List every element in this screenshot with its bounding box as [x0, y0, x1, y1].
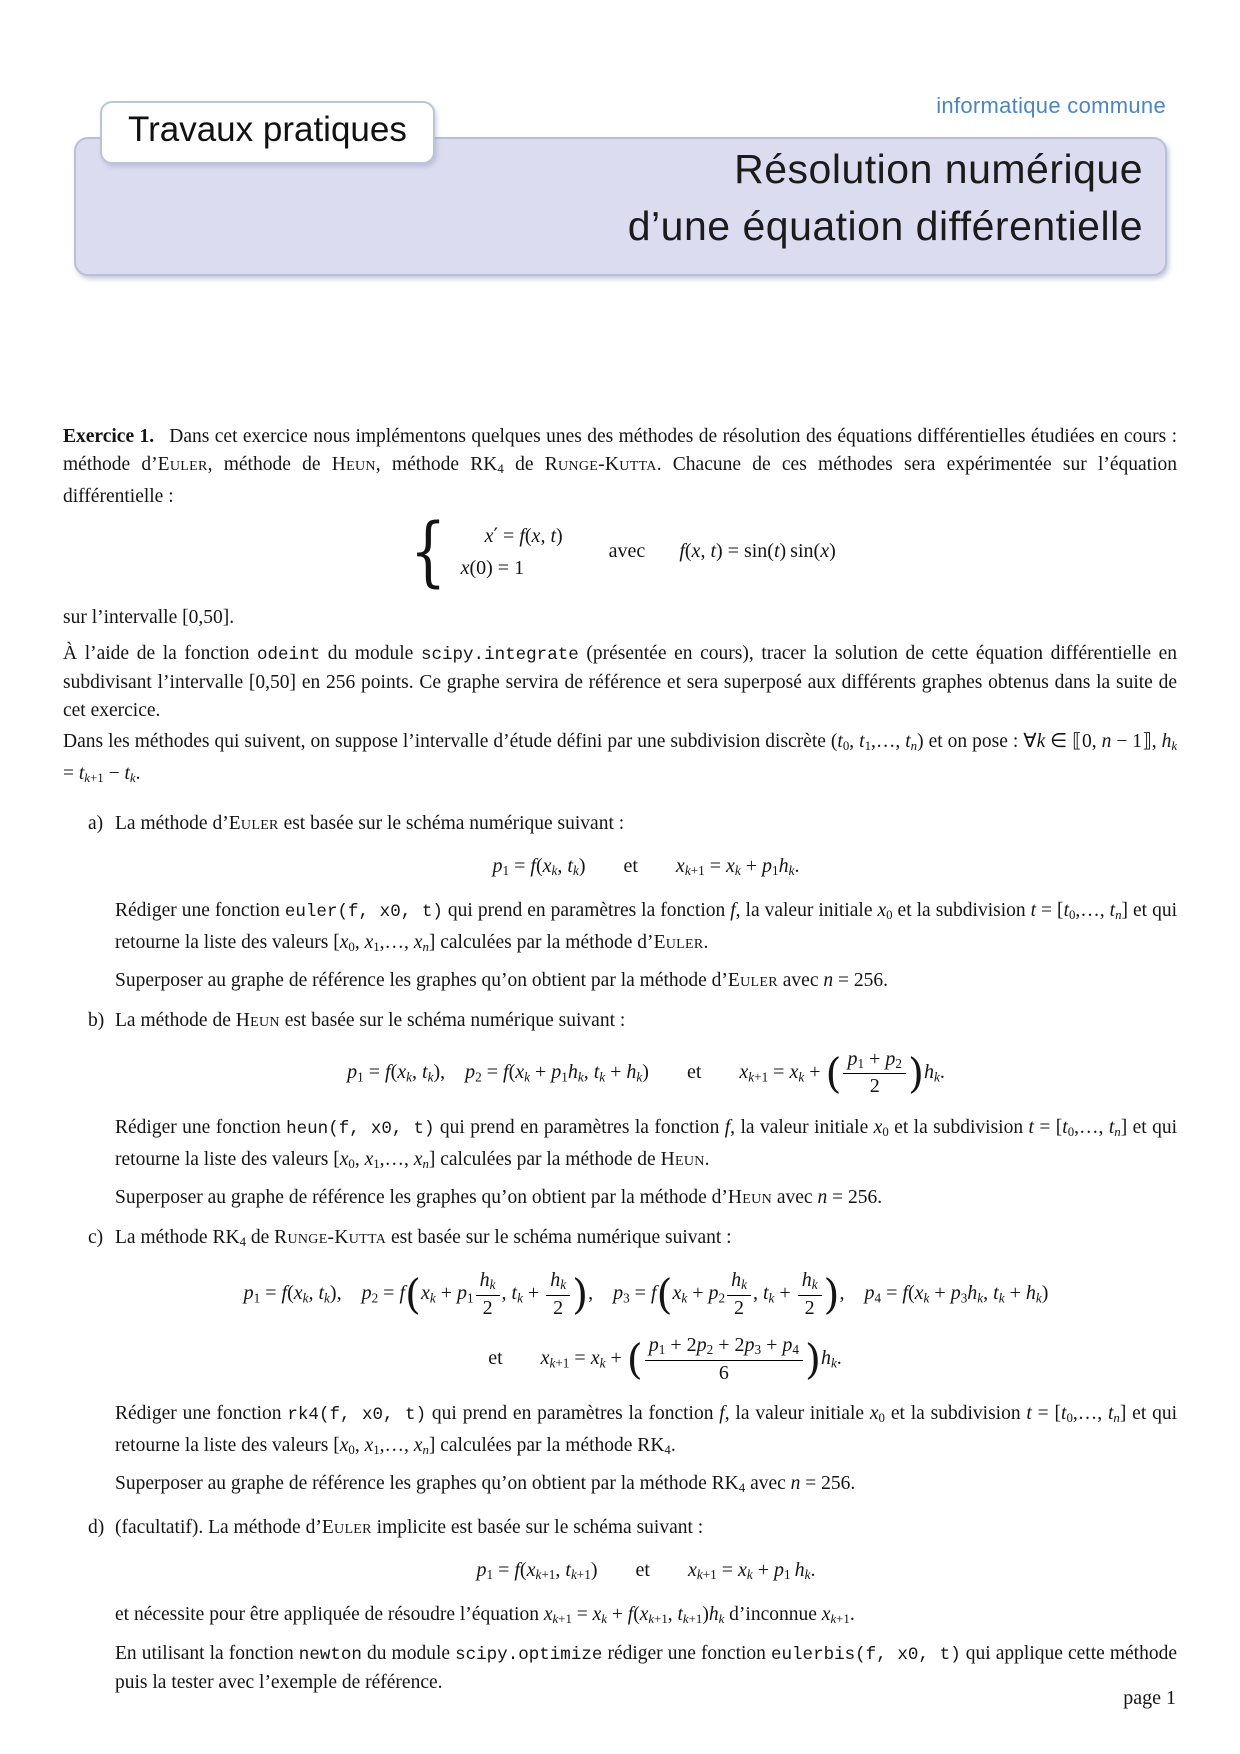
odeint-paragraph: À l’aide de la fonction odeint du module scipy.integrate (présentée en cours), tracer la solution de cette équation différentielle en subdivisant l’intervalle [0,50] en 256 points. Ce graphe servira de référence et sera superposé aux différents graphes obtenus dans la suite de cet exercice.: [63, 642, 1177, 721]
item-c-body: [115, 1224, 1177, 1502]
item-d-heading: (facultatif). La méthode d’Euler implicite est basée sur le schéma suivant :: [115, 1517, 704, 1539]
left-brace-glyph: {: [410, 506, 447, 596]
item-c-paragraph-2: Superposer au graphe de référence les graphes qu’on obtient par la méthode $RK_4$ avec n = 256.: [115, 1473, 856, 1496]
item-c-equation-line2: et $x_{k+1} = x_k$ + ( $\frac{p_1 + 2p_2 + 2p_3 + p_4}{6}$ )$h_k$.: [488, 1334, 842, 1384]
equation-ode: x′ = f(x, t): [484, 522, 563, 547]
item-d: [63, 1514, 1177, 1696]
equation-initial-condition: x(0) = 1: [460, 556, 525, 579]
item-b-paragraph-2: Superposer au graphe de référence les graphes qu’on obtient par la méthode d’Heun avec n = 256.: [115, 1187, 883, 1209]
tp-badge: Travaux pratiques: [100, 101, 435, 164]
connector-avec: avec: [608, 539, 646, 562]
item-b-body: [115, 1007, 1177, 1212]
item-c-label: c): [88, 1227, 104, 1249]
equation-system: [63, 506, 1177, 596]
item-a-body: [115, 810, 1177, 995]
item-b-label: b): [88, 1009, 105, 1031]
cases-rows: [461, 523, 563, 580]
item-b: [63, 1007, 1177, 1212]
page-number: page 1: [1123, 1687, 1176, 1709]
item-b-equation: $p_1 = f(x_k$, $t_k$), $p_2 = f(x_k + p_1h_k$, $t_k + h_k$) et $x_{k+1} = x_k$ + ( $\frac{p_1 + p_2}{2}$ )$h_k$.: [347, 1047, 945, 1098]
header-corner-label: informatique commune: [936, 93, 1166, 118]
equation-f-definition: f(x, t) = sin(t) sin(x): [679, 539, 836, 562]
item-a: [63, 810, 1177, 995]
item-c-heading: La méthode $RK_4$ de Runge-Kutta est basée sur le schéma numérique suivant :: [115, 1227, 732, 1250]
item-a-paragraph-2: Superposer au graphe de référence les graphes qu’on obtient par la méthode d’Euler avec n = 256.: [115, 969, 888, 991]
cases-group: [404, 506, 563, 596]
item-d-paragraph-2: En utilisant la fonction newton du module scipy.optimize rédiger une fonction eulerbis(f, x0, t) qui applique cette méthode puis la tester avec l’exemple de référence.: [115, 1642, 1177, 1693]
item-a-paragraph-1: Rédiger une fonction euler(f, x0, t) qui prend en paramètres la fonction f, la valeur initiale $x_0$ et la subdivision $t = [t_0,\dots$, $t_n$] et qui retourne la liste des valeurs [$x_0$, $x_1,\dots$, $x_n$] calculées par la méthode d’Euler.: [115, 899, 1178, 954]
document-body: [63, 423, 1177, 1703]
doc-title-line2: d’une équation différentielle: [627, 203, 1143, 249]
item-b-heading: La méthode de Heun est basée sur le schéma numérique suivant :: [115, 1009, 626, 1031]
item-d-label: d): [88, 1517, 105, 1539]
item-a-heading: La méthode d’Euler est basée sur le schéma numérique suivant :: [115, 812, 625, 834]
item-c-equation-line1: $p_1 = f(x_k$, $t_k$), $p_2 = f(x_k + p_1$ $\frac{h_k}{2}$ , $t_k$ + $\frac{h_k}{2}$ ), $p_3 = f(x_k + p_2$ $\frac{h_k}{2}$ , $t_k$ + $\frac{h_k}{2}$ ), $p_4 = f(x_k + p_3h_k$, $t_k + h_k$): [243, 1269, 1049, 1319]
intro-paragraph: Exercice 1. Dans cet exercice nous implémentons quelques unes des méthodes de résolution des équations différentielles étudiées en cours : méthode d’Euler, méthode de Heun, méthode $RK_4$ de Runge-Kutta. Chacune de ces méthodes sera expérimentée sur l’équation différentielle :: [63, 426, 1178, 508]
subdivision-paragraph: Dans les méthodes qui suivent, on suppose l’intervalle d’étude défini par une subdivision discrète ($t_0$, $t_1,\dots$, $t_n$) et on pose : ∀k ∈ ⟦0, n − 1⟧, $h_k = t_{k+1} - t_k$.: [63, 728, 1178, 785]
item-d-body: [115, 1514, 1177, 1696]
item-d-paragraph-1: et nécessite pour être appliquée de résoudre l’équation $x_{k+1} = x_k + f(x_{k+1}$, $t_{k+1})h_k$ d’inconnue $x_{k+1}$.: [115, 1604, 855, 1627]
item-c: [63, 1224, 1177, 1502]
interval-line: sur l’intervalle [0,50].: [63, 606, 235, 628]
item-b-paragraph-1: Rédiger une fonction heun(f, x0, t) qui prend en paramètres la fonction f, la valeur initiale $x_0$ et la subdivision $t = [t_0,\dots$, $t_n$] et qui retourne la liste des valeurs [$x_0$, $x_1,\dots$, $x_n$] calculées par la méthode de Heun.: [115, 1116, 1178, 1172]
item-a-label: a): [88, 812, 104, 834]
item-d-equation: $p_1 = f(x_{k+1}$, $t_{k+1}$) et $x_{k+1} = x_k + p_1$ $h_k$.: [476, 1559, 816, 1583]
doc-title-line1: Résolution numérique: [734, 146, 1143, 192]
item-c-paragraph-1: Rédiger une fonction rk4(f, x0, t) qui prend en paramètres la fonction f, la valeur initiale $x_0$ et la subdivision $t = [t_0,\dots$, $t_n$] et qui retourne la liste des valeurs [$x_0$, $x_1,\dots$, $x_n$] calculées par la méthode $RK_4$.: [115, 1403, 1177, 1458]
item-a-equation: $p_1 = f(x_k$, $t_k$) et $x_{k+1} = x_k + p_1h_k$.: [492, 854, 800, 878]
